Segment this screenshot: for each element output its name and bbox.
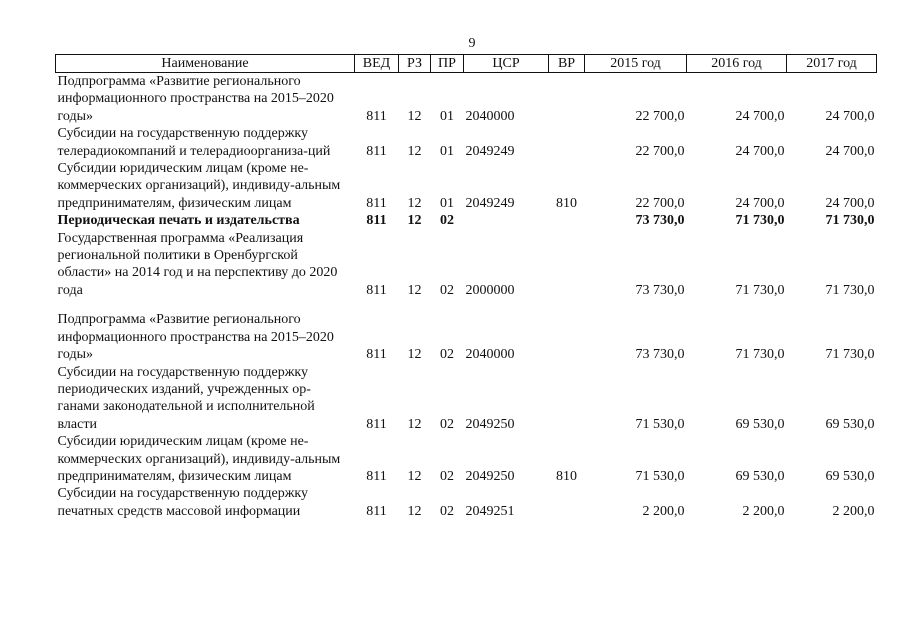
cell-y2017: 24 700,0 [825,108,875,124]
cell-ved: 811 [366,143,387,159]
header-pr: ПР [431,55,464,73]
table-row [56,311,877,363]
cell-y2015: 22 700,0 [635,143,685,159]
cell-name: Периодическая печать и издательства [57,213,300,229]
cell-name: Субсидии юридическим лицам (кроме не-коммерческих организаций), индивиду-альным предпринимателям, физическим лицам [57,161,341,211]
cell-csr [464,212,549,229]
cell-y2016: 71 730,0 [735,347,785,363]
cell-ved: 811 [366,503,387,519]
cell-name: Подпрограмма «Развитие регионального информационного пространства на 2015–2020 годы» [57,312,334,363]
cell-vr: 810 [556,468,577,484]
cell-ved: 811 [366,213,387,229]
cell-y2017: 24 700,0 [825,143,875,159]
table-row [56,230,877,300]
cell-vr [549,364,585,434]
cell-name: Субсидии на государственную поддержку периодических изданий, учрежденных ор-ганами законодательной и исполнительной власти [57,364,315,432]
cell-vr [549,73,585,126]
cell-name: Подпрограмма «Развитие регионального информационного пространства на 2015–2020 годы» [57,74,334,124]
cell-y2016: 24 700,0 [735,143,785,159]
table-row [56,364,877,434]
cell-pr: 02 [440,468,454,484]
cell-vr [549,212,585,229]
cell-y2016: 69 530,0 [735,416,785,432]
budget-table [55,54,877,520]
cell-y2015: 73 730,0 [635,213,685,229]
header-row [56,55,877,73]
cell-vr [549,125,585,160]
cell-vr [549,485,585,520]
cell-pr: 01 [440,143,454,159]
cell-y2016: 24 700,0 [735,108,785,124]
table-row [56,125,877,160]
cell-ved: 811 [366,468,387,484]
cell-pr: 02 [440,347,454,363]
cell-csr: 2049249 [465,143,515,159]
cell-csr: 2040000 [465,108,515,124]
cell-y2015: 73 730,0 [635,282,685,298]
cell-y2015: 2 200,0 [642,503,685,519]
header-2015: 2015 год [585,55,687,73]
cell-ved: 811 [366,108,387,124]
header-name: Наименование [56,55,355,73]
cell-y2017: 71 730,0 [825,282,875,298]
cell-y2017: 69 530,0 [825,416,875,432]
cell-rz: 12 [407,108,422,124]
cell-pr: 01 [440,108,454,124]
table-row [56,485,877,520]
cell-rz: 12 [407,468,422,484]
header-ved: ВЕД [355,55,399,73]
cell-name: Субсидии на государственную поддержку печатных средств массовой информации [57,486,309,519]
header-rz: РЗ [399,55,431,73]
cell-ved: 811 [366,195,387,211]
cell-y2017: 69 530,0 [825,468,875,484]
cell-rz: 12 [407,213,422,229]
cell-csr: 2049249 [465,195,515,211]
header-2016: 2016 год [687,55,787,73]
cell-y2017: 24 700,0 [825,195,875,211]
cell-ved: 811 [366,416,387,432]
cell-name: Государственная программа «Реализация региональной политики в Оренбургской области» на 2014 год и на перспективу до 2020 года [57,230,338,298]
cell-ved: 811 [366,282,387,298]
cell-csr: 2049250 [465,468,515,484]
cell-y2016: 71 730,0 [735,282,785,298]
row-spacer-cell [56,299,877,311]
cell-y2016: 69 530,0 [735,468,785,484]
cell-csr: 2049251 [465,503,515,519]
cell-y2016: 2 200,0 [742,503,785,519]
cell-pr: 01 [440,195,454,211]
cell-pr: 02 [440,282,454,298]
table-row [56,433,877,485]
cell-y2015: 73 730,0 [635,347,685,363]
cell-y2015: 71 530,0 [635,416,685,432]
cell-y2017: 71 730,0 [825,213,875,229]
cell-y2015: 71 530,0 [635,468,685,484]
cell-vr [549,230,585,300]
cell-csr: 2040000 [465,347,515,363]
table-row [56,212,877,229]
cell-rz: 12 [407,503,422,519]
header-csr: ЦСР [464,55,549,73]
header-vr: ВР [549,55,585,73]
cell-y2015: 22 700,0 [635,195,685,211]
cell-y2016: 71 730,0 [735,213,785,229]
cell-rz: 12 [407,416,422,432]
table-row [56,160,877,212]
cell-y2016: 24 700,0 [735,195,785,211]
cell-y2017: 71 730,0 [825,347,875,363]
cell-vr: 810 [556,195,577,211]
cell-y2015: 22 700,0 [635,108,685,124]
cell-csr: 2049250 [465,416,515,432]
cell-rz: 12 [407,195,422,211]
cell-rz: 12 [407,143,422,159]
cell-csr: 2000000 [465,282,515,298]
cell-rz: 12 [407,347,422,363]
cell-pr: 02 [440,503,454,519]
cell-name: Субсидии юридическим лицам (кроме не-коммерческих организаций), индивиду-альным предпринимателям, физическим лицам [57,434,341,484]
cell-name: Субсидии на государственную поддержку телерадиокомпаний и телерадиоорганиза-ций [57,126,331,159]
cell-y2017: 2 200,0 [832,503,875,519]
row-spacer [56,299,877,311]
cell-ved: 811 [366,347,387,363]
table-row [56,73,877,126]
header-2017: 2017 год [787,55,877,73]
cell-pr: 02 [440,416,454,432]
cell-pr: 02 [440,213,454,229]
page-number: 9 [468,36,476,51]
cell-vr [549,311,585,363]
cell-rz: 12 [407,282,422,298]
